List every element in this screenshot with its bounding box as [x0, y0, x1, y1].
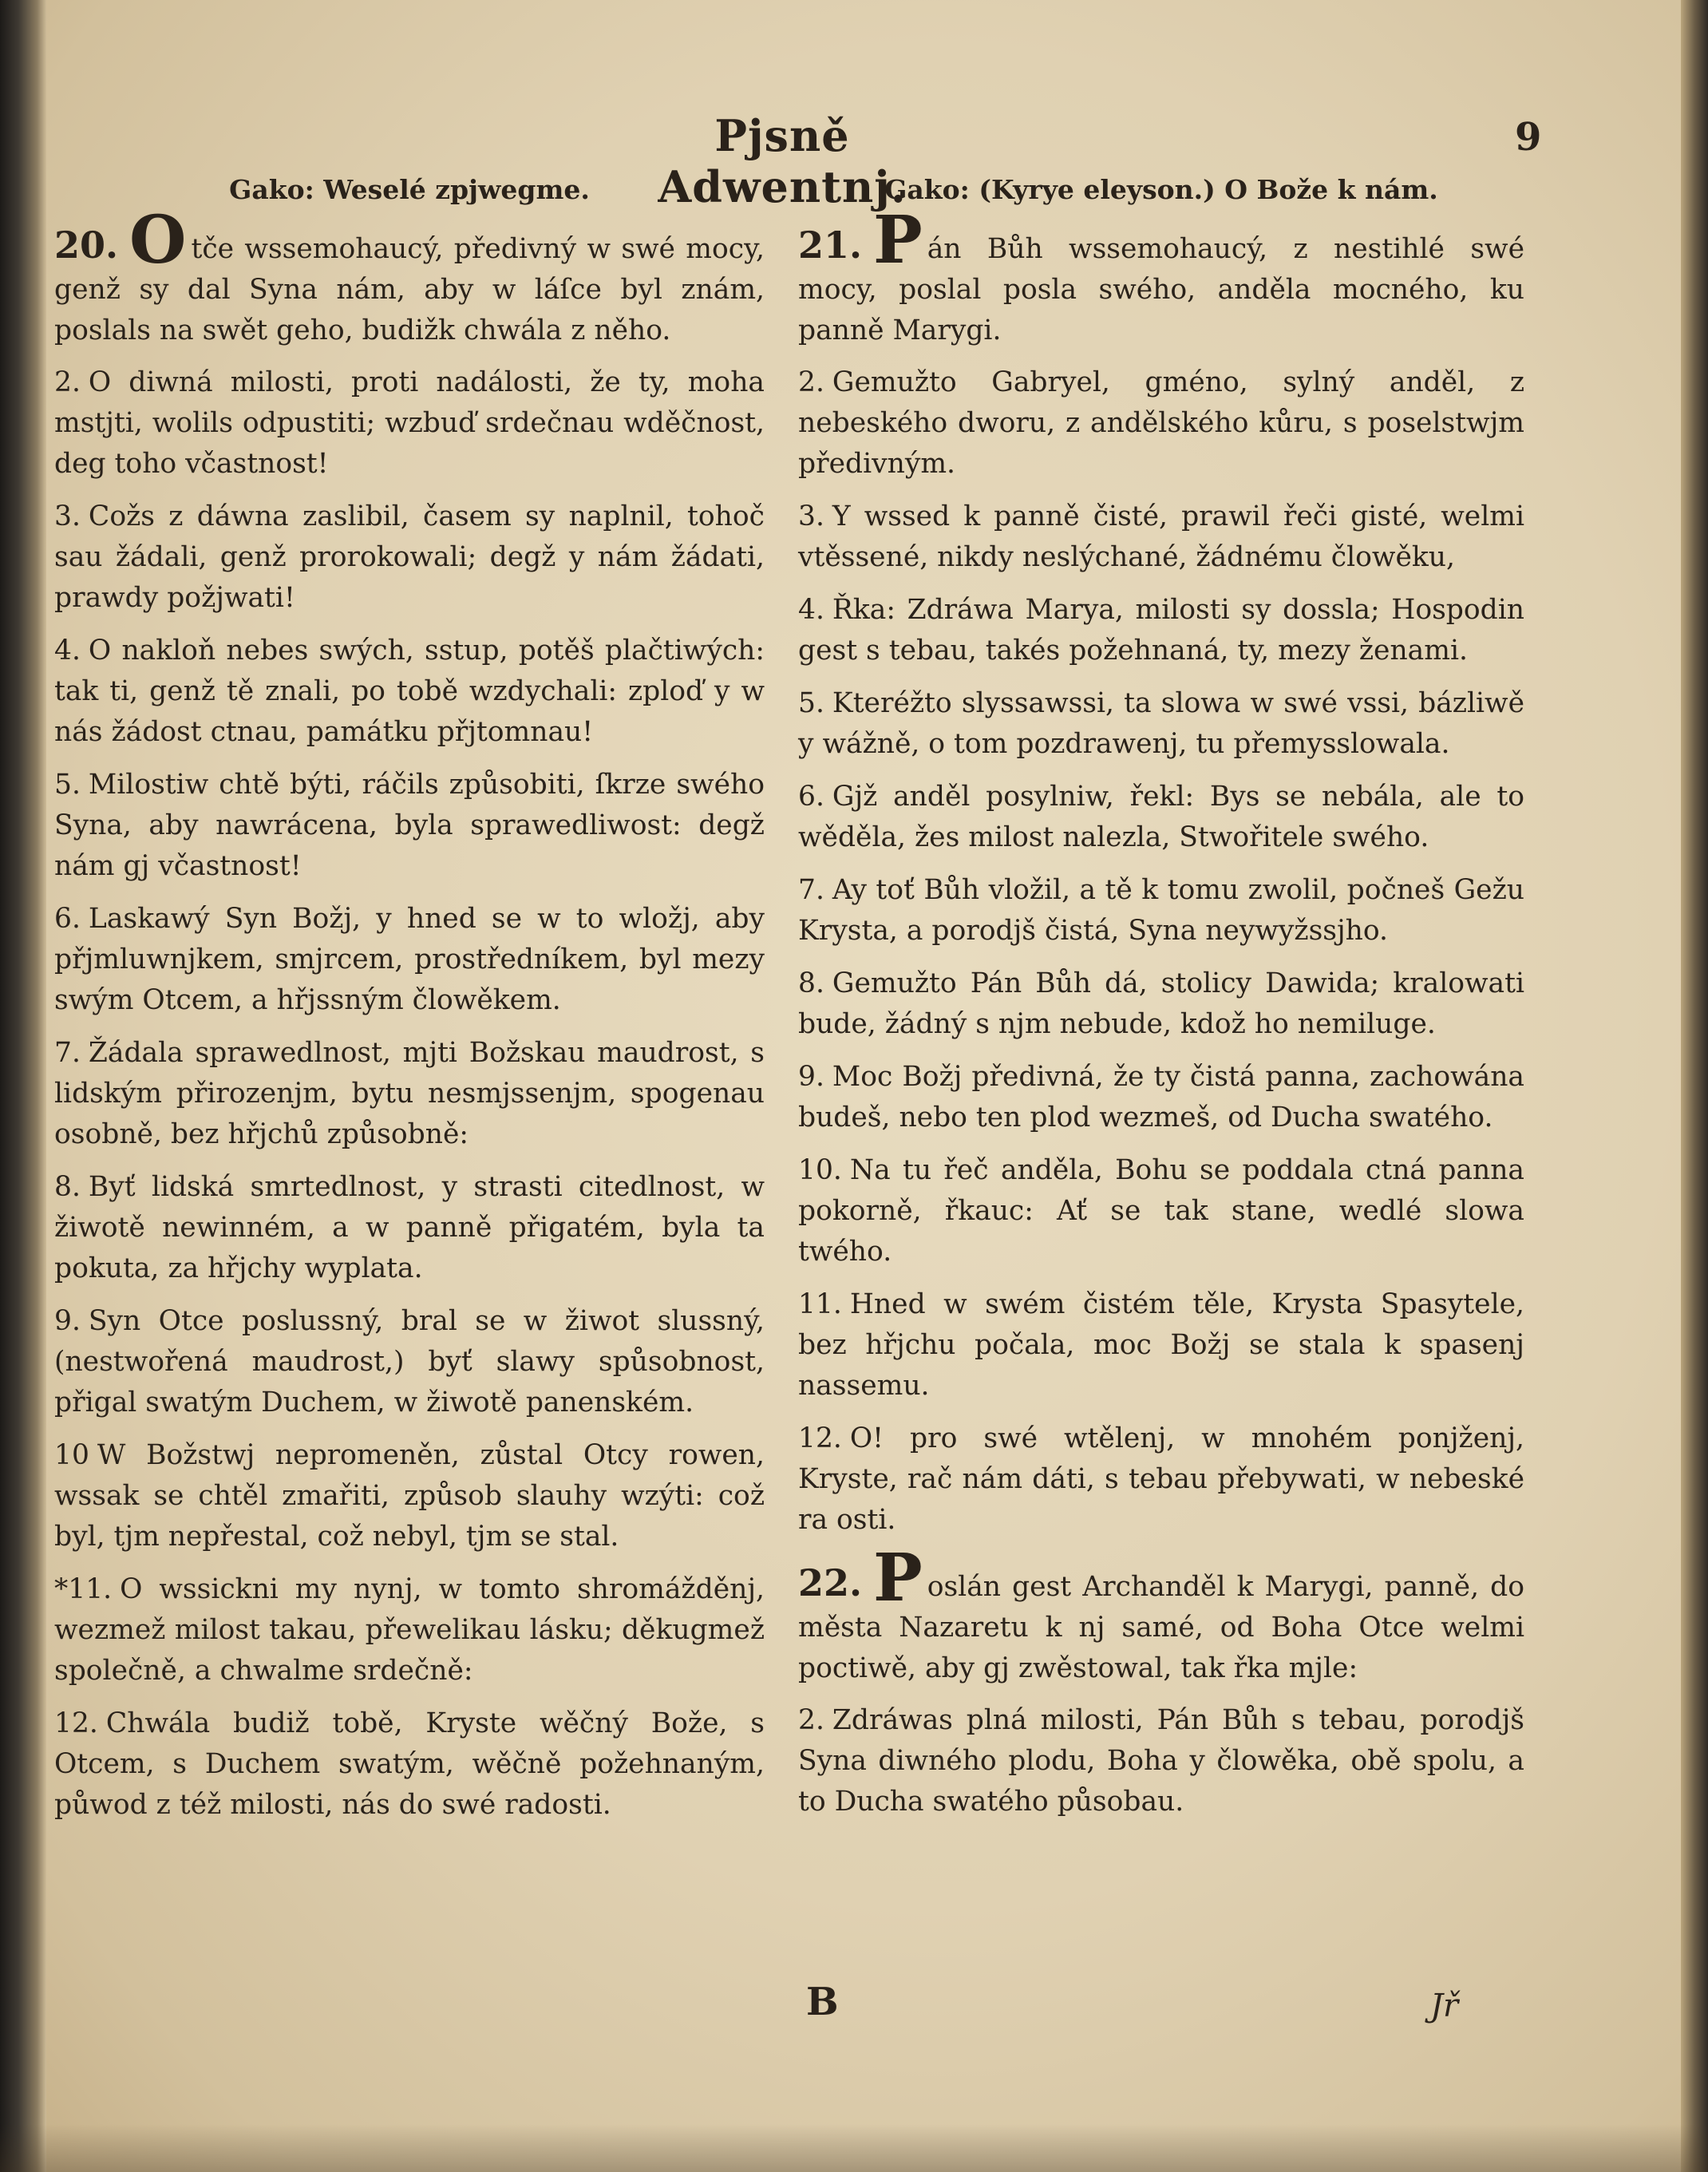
left-column — [54, 174, 765, 1838]
stanza — [54, 631, 765, 753]
stanza-number: 8. — [54, 1171, 81, 1203]
stanza — [54, 1703, 765, 1826]
drop-cap: P — [873, 1540, 923, 1616]
hymn-number: 22. — [798, 1561, 863, 1604]
stanza-number: 2. — [798, 366, 824, 398]
stanza-number: 5. — [798, 687, 824, 719]
tune-line: Gako: (Kyrye eleyson.) O Bože k nám. — [884, 174, 1438, 205]
stanza-number: 7. — [54, 1037, 81, 1069]
stanza-text: Zdráwas plná milosti, Pán Bůh s tebau, porodjš Syna diwného plodu, Boha y člowěka, obě spolu, a to Ducha swatého působau. — [798, 1704, 1524, 1818]
stanza-text: O! pro swé wtělenj, w mnohém ponjženj, Kryste, rač nám dáti, s tebau přebywati, w nebeské ra osti. — [798, 1422, 1524, 1536]
stanza — [54, 497, 765, 619]
stanza-number: 3. — [54, 500, 81, 532]
stanza-number: 7. — [798, 874, 824, 906]
stanza-text: Žádala sprawedlnost, mjti Božskau maudrost, s lidským přirozenjm, bytu nesmjssenjm, spogenau osobně, bez hřjchů způsobně: — [54, 1037, 765, 1150]
stanza-number: 9. — [798, 1061, 824, 1093]
page-title: Pjsně Adwentnj. — [658, 110, 907, 212]
stanza-text: Moc Božj předivná, že ty čistá panna, zachowána budeš, nebo ten plod wezmeš, od Ducha swatého. — [798, 1061, 1524, 1133]
stanza-text: án Bůh wssemohaucý, z nestihlé swé mocy, poslal posla swého, anděla mocného, ku panně Marygi. — [798, 233, 1524, 346]
hymn-22 — [798, 1540, 1524, 1822]
stanza — [798, 1418, 1524, 1541]
stanza — [798, 777, 1524, 858]
stanza-number: 6. — [798, 781, 824, 813]
stanza — [54, 1569, 765, 1691]
stanza-text: Syn Otce poslussný, bral se w žiwot slussný, (nestwořená maudrost,) byť slawy spůsobnost, přigal swatým Duchem, w žiwotě panenském. — [54, 1305, 765, 1418]
page-bottom-shadow — [0, 2124, 1708, 2172]
stanza-number: 8. — [798, 967, 824, 999]
stanza-number: 12. — [54, 1707, 98, 1739]
hymn-20 — [54, 202, 765, 1826]
stanza-text: Cožs z dáwna zaslibil, časem sy naplnil, tohoč sau žádali, genž prorokowali; degž y nám žádati, prawdy požjwati! — [54, 500, 765, 614]
stanza-number: 12. — [798, 1422, 842, 1454]
stanza — [798, 362, 1524, 485]
stanza-text: Y wssed k panně čisté, prawil řeči gisté, welmi vtěssené, nikdy neslýchané, žádnému člowěku, — [798, 500, 1524, 573]
stanza — [798, 963, 1524, 1045]
hymn-first-stanza — [54, 202, 765, 351]
stanza-number: 10 — [54, 1439, 89, 1471]
stanza — [798, 590, 1524, 671]
stanza-text: Na tu řeč anděla, Bohu se poddala ctná panna pokorně, řkauc: Ať se tak stane, wedlé slowa twého. — [798, 1154, 1524, 1268]
stanza-text: Byť lidská smrtedlnost, y strasti citedlnost, w žiwotě newinném, a w panně přigatém, byla ta pokuta, za hřjchy wyplata. — [54, 1171, 765, 1284]
stanza-text: Laskawý Syn Božj, y hned se w to wložj, aby přjmluwnjkem, smjrcem, prostředníkem, byl mezy swým Otcem, a hřjssným člowěkem. — [54, 903, 765, 1016]
stanza — [798, 1284, 1524, 1406]
stanza-number: 5. — [54, 769, 81, 801]
stanza-text: Gemužto Gabryel, gméno, sylný anděl, z nebeského dworu, z andělského kůru, s poselstwjm předivným. — [798, 366, 1524, 480]
stanza-text: oslán gest Archanděl k Marygi, panně, do města Nazaretu k nj samé, od Boha Otce welmi poctiwě, aby gj zwěstowal, tak řka mjle: — [798, 1571, 1524, 1684]
stanza — [54, 362, 765, 485]
right-column — [798, 174, 1524, 1834]
stanza-number: 4. — [54, 635, 81, 667]
stanza-text: O wssickni my nynj, w tomto shromážděnj, wezmež milost takau, přewelikau lásku; děkugmež společně, a chwalme srdečně: — [54, 1573, 765, 1687]
page-number: 9 — [1515, 115, 1542, 160]
hymn-21 — [798, 202, 1524, 1541]
stanza-text: Gjž anděl posylniw, řekl: Bys se nebála, ale to wěděla, žes milost nalezla, Stwořitele swého. — [798, 781, 1524, 853]
stanza — [798, 683, 1524, 765]
stanza-number: 6. — [54, 903, 81, 935]
stanza — [798, 1057, 1524, 1138]
drop-cap: P — [873, 202, 923, 279]
stanza-text: O diwná milosti, proti nadálosti, že ty, moha mstjti, wolils odpustiti; wzbuď srdečnau wděčnost, deg toho včastnost! — [54, 366, 765, 480]
stanza — [54, 1167, 765, 1289]
page-edge — [1681, 0, 1708, 2172]
tune-line: Gako: Weselé zpjwegme. — [229, 174, 590, 205]
stanza-text: O nakloň nebes swých, sstup, potěš plačtiwých: tak ti, genž tě znali, po tobě wzdychali: zploď y w nás žádost ctnau, památku přjtomnau! — [54, 635, 765, 748]
stanza-number: 11. — [798, 1288, 842, 1320]
stanza-text: Gemužto Pán Bůh dá, stolicy Dawida; kralowati bude, žádný s njm nebude, kdož ho nemiluge. — [798, 967, 1524, 1040]
stanza — [54, 1301, 765, 1423]
stanza — [798, 1700, 1524, 1822]
stanza-text: Ay toť Bůh vložil, a tě k tomu zwolil, počneš Gežu Krysta, a porodjš čistá, Syna neywyžssjho. — [798, 874, 1524, 947]
stanza — [54, 1435, 765, 1557]
stanza-text: W Božstwj nepromeněn, zůstal Otcy rowen, wssak se chtěl zmařiti, způsob slauhy wzýti: což byl, tjm nepřestal, což nebyl, tjm se stal. — [54, 1439, 765, 1553]
stanza — [54, 1033, 765, 1155]
stanza-text: Kteréžto slyssawssi, ta slowa w swé vssi, bázliwě y wážně, o tom pozdrawenj, tu přemysslowala. — [798, 687, 1524, 760]
stanza — [798, 1150, 1524, 1272]
hymn-number: 20. — [54, 224, 119, 267]
stanza-text: tče wssemohaucý, předivný w swé mocy, genž sy dal Syna nám, aby w láſce byl znám, poslals na swět geho, budižk chwála z něho. — [54, 233, 765, 346]
stanza-number: *11. — [54, 1573, 113, 1605]
hymn-first-stanza — [798, 1540, 1524, 1689]
hymn-first-stanza — [798, 202, 1524, 351]
stanza — [798, 497, 1524, 578]
stanza-number: 2. — [798, 1704, 824, 1736]
stanza-text: Řka: Zdráwa Marya, milosti sy dossla; Hospodin gest s tebau, takés požehnaná, ty, mezy ženami. — [798, 594, 1524, 667]
stanza-number: 2. — [54, 366, 81, 398]
stanza-text: Hned w swém čistém těle, Krysta Spasytele, bez hřjchu počala, moc Božj se stala k spasenj nassemu. — [798, 1288, 1524, 1402]
stanza — [54, 899, 765, 1021]
stanza-number: 3. — [798, 500, 824, 532]
stanza-number: 9. — [54, 1305, 81, 1337]
book-gutter — [0, 0, 46, 2172]
stanza-number: 10. — [798, 1154, 842, 1186]
signature-mark: B — [806, 1980, 839, 2024]
stanza-text: Chwála budiž tobě, Kryste wěčný Bože, s Otcem, s Duchem swatým, wěčně požehnaným, půwod z též milosti, nás do swé radosti. — [54, 1707, 765, 1821]
stanza — [54, 765, 765, 887]
drop-cap: O — [129, 202, 187, 279]
catchword: Jř — [1430, 1988, 1459, 2024]
hymn-number: 21. — [798, 224, 863, 267]
stanza-number: 4. — [798, 594, 824, 626]
stanza-text: Milostiw chtě býti, ráčils způsobiti, ſkrze swého Syna, aby nawrácena, byla sprawedliwost: degž nám gj včastnost! — [54, 769, 765, 882]
stanza — [798, 870, 1524, 951]
